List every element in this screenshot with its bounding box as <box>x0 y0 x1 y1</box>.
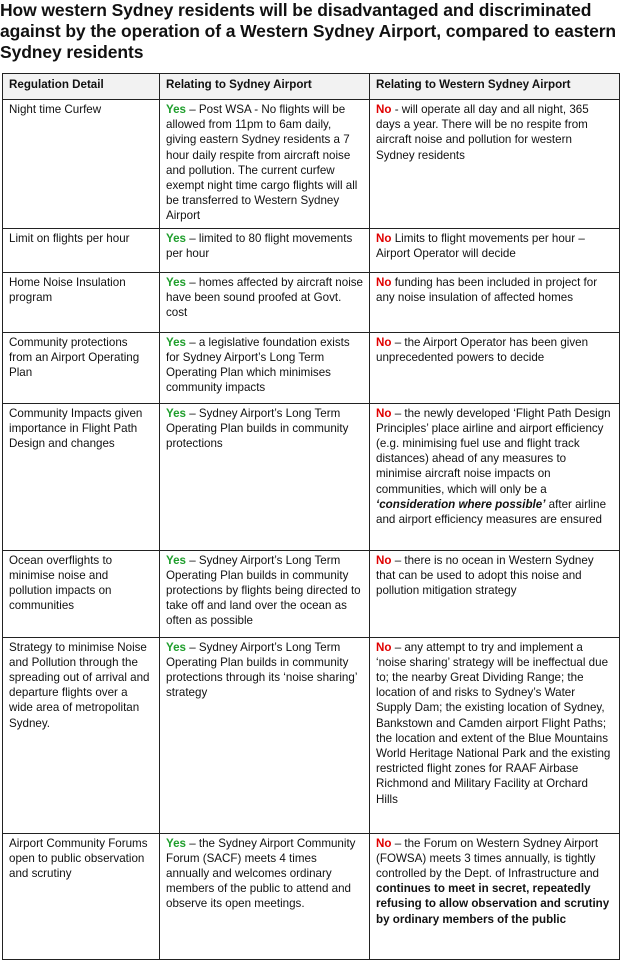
sydney-text: – Post WSA - No flights will be allowed from 11pm to 6am daily, giving eastern Sydney residents a 7 hour daily respite from aircraft noise and pollution. The current curfew exempt night time cargo flights will all be transferred to Western Sydney Airport <box>166 103 358 223</box>
western-text: – the newly developed ‘Flight Path Design Principles’ place airline and airport efficiency (e.g. minimising fuel use and flight track distances) ahead of any measures to minimise aircraft noise impacts on communities, which will only be a <box>376 406 611 496</box>
regulation-detail-cell: Ocean overflights to minimise noise and pollution impacts on communities <box>3 550 160 637</box>
yes-tag: Yes <box>166 836 186 850</box>
western-airport-cell <box>370 833 620 959</box>
table-row <box>3 228 620 272</box>
table-row <box>3 403 620 550</box>
table-row <box>3 833 620 959</box>
yes-tag: Yes <box>166 275 186 289</box>
yes-tag: Yes <box>166 640 186 654</box>
western-text: Limits to flight movements per hour – Airport Operator will decide <box>376 231 585 260</box>
sydney-airport-cell <box>160 332 370 403</box>
regulation-detail-cell: Airport Community Forums open to public observation and scrutiny <box>3 833 160 959</box>
western-airport-cell <box>370 332 620 403</box>
sydney-airport-cell <box>160 550 370 637</box>
western-airport-cell <box>370 272 620 332</box>
yes-tag: Yes <box>166 335 186 349</box>
table-header-row <box>3 74 620 100</box>
sydney-text: – Sydney Airport’s Long Term Operating Plan builds in community protections by flights being directed to take off and land over the ocean as often as possible <box>166 553 361 628</box>
western-text: – there is no ocean in Western Sydney that can be used to adopt this noise and pollution mitigation strategy <box>376 553 594 598</box>
no-tag: No <box>376 335 392 349</box>
western-text-after: after airline and airport efficiency measures are ensured <box>376 497 607 527</box>
regulation-detail-cell: Community protections from an Airport Operating Plan <box>3 332 160 403</box>
sydney-airport-cell <box>160 228 370 272</box>
yes-tag: Yes <box>166 231 186 245</box>
western-airport-cell <box>370 550 620 637</box>
table-row <box>3 332 620 403</box>
sydney-airport-cell <box>160 637 370 833</box>
western-bold-text: continues to meet in secret, repeatedly refusing to allow observation and scrutiny by ordinary members of the public <box>376 882 610 926</box>
no-tag: No <box>376 275 392 289</box>
western-airport-cell <box>370 100 620 229</box>
sydney-airport-cell <box>160 833 370 959</box>
yes-tag: Yes <box>166 553 186 567</box>
header-regulation-detail: Regulation Detail <box>3 74 160 100</box>
regulation-detail-cell: Limit on flights per hour <box>3 228 160 272</box>
sydney-airport-cell <box>160 272 370 332</box>
sydney-text: – the Sydney Airport Community Forum (SACF) meets 4 times annually and welcomes ordinary members of the public to attend and observe its open meetings. <box>166 836 356 911</box>
western-emphasis: ‘consideration where possible’ <box>376 497 546 511</box>
document-title: How western Sydney residents will be disadvantaged and discriminated against by the operation of a Western Sydney Airport, compared to eastern Sydney residents <box>0 0 617 62</box>
sydney-text: – Sydney Airport’s Long Term Operating Plan builds in community protections through its ‘noise sharing’ strategy <box>166 640 357 700</box>
table-row <box>3 637 620 833</box>
sydney-airport-cell <box>160 100 370 229</box>
western-text: funding has been included in project for any noise insulation of affected homes <box>376 275 598 304</box>
regulation-detail-cell: Night time Curfew <box>3 100 160 229</box>
yes-tag: Yes <box>166 406 186 420</box>
regulation-detail-cell: Home Noise Insulation program <box>3 272 160 332</box>
no-tag: No <box>376 231 392 245</box>
western-airport-cell <box>370 228 620 272</box>
regulation-detail-cell: Strategy to minimise Noise and Pollution through the spreading out of arrival and departure flights over a wide area of metropolitan Sydney. <box>3 637 160 833</box>
sydney-text: – Sydney Airport’s Long Term Operating Plan builds in community protections <box>166 406 349 451</box>
table-row <box>3 272 620 332</box>
western-text: – the Airport Operator has been given unprecedented powers to decide <box>376 335 589 364</box>
sydney-text: – homes affected by aircraft noise have been sound proofed at Govt. cost <box>166 275 364 320</box>
regulation-detail-cell: Community Impacts given importance in Flight Path Design and changes <box>3 403 160 550</box>
yes-tag: Yes <box>166 103 186 116</box>
western-text: - will operate all day and all night, 365 days a year. There will be no respite from aircraft noise and pollution for western Sydney residents <box>376 103 589 162</box>
sydney-airport-cell <box>160 403 370 550</box>
western-airport-cell <box>370 403 620 550</box>
no-tag: No <box>376 553 392 567</box>
table-row <box>3 100 620 229</box>
comparison-table <box>2 73 620 960</box>
western-text: – any attempt to try and implement a ‘noise sharing’ strategy will be ineffectual due to; the nearby Great Dividing Range; the location of and risks to Sydney’s Water Supply Dam; the existing location of Sydney, Bankstown and Camden airport Flight Paths; the location and extent of the Blue Mountains World Heritage National Park and the existing restricted flight zones for RAAF Airbase Richmond and Military Facility at Orchard Hills <box>376 640 611 806</box>
table-row <box>3 550 620 637</box>
sydney-text: – a legislative foundation exists for Sydney Airport’s Long Term Operating Plan which minimises community impacts <box>166 335 350 395</box>
no-tag: No <box>376 406 392 420</box>
no-tag: No <box>376 640 392 654</box>
no-tag: No <box>376 836 392 850</box>
sydney-text: – limited to 80 flight movements per hour <box>166 231 353 260</box>
no-tag: No <box>376 103 392 116</box>
western-airport-cell <box>370 637 620 833</box>
western-text: – the Forum on Western Sydney Airport (FOWSA) meets 3 times annually, is tightly controlled by the Dept. of Infrastructure and <box>376 836 599 881</box>
header-western-sydney-airport: Relating to Western Sydney Airport <box>370 74 620 100</box>
header-sydney-airport: Relating to Sydney Airport <box>160 74 370 100</box>
